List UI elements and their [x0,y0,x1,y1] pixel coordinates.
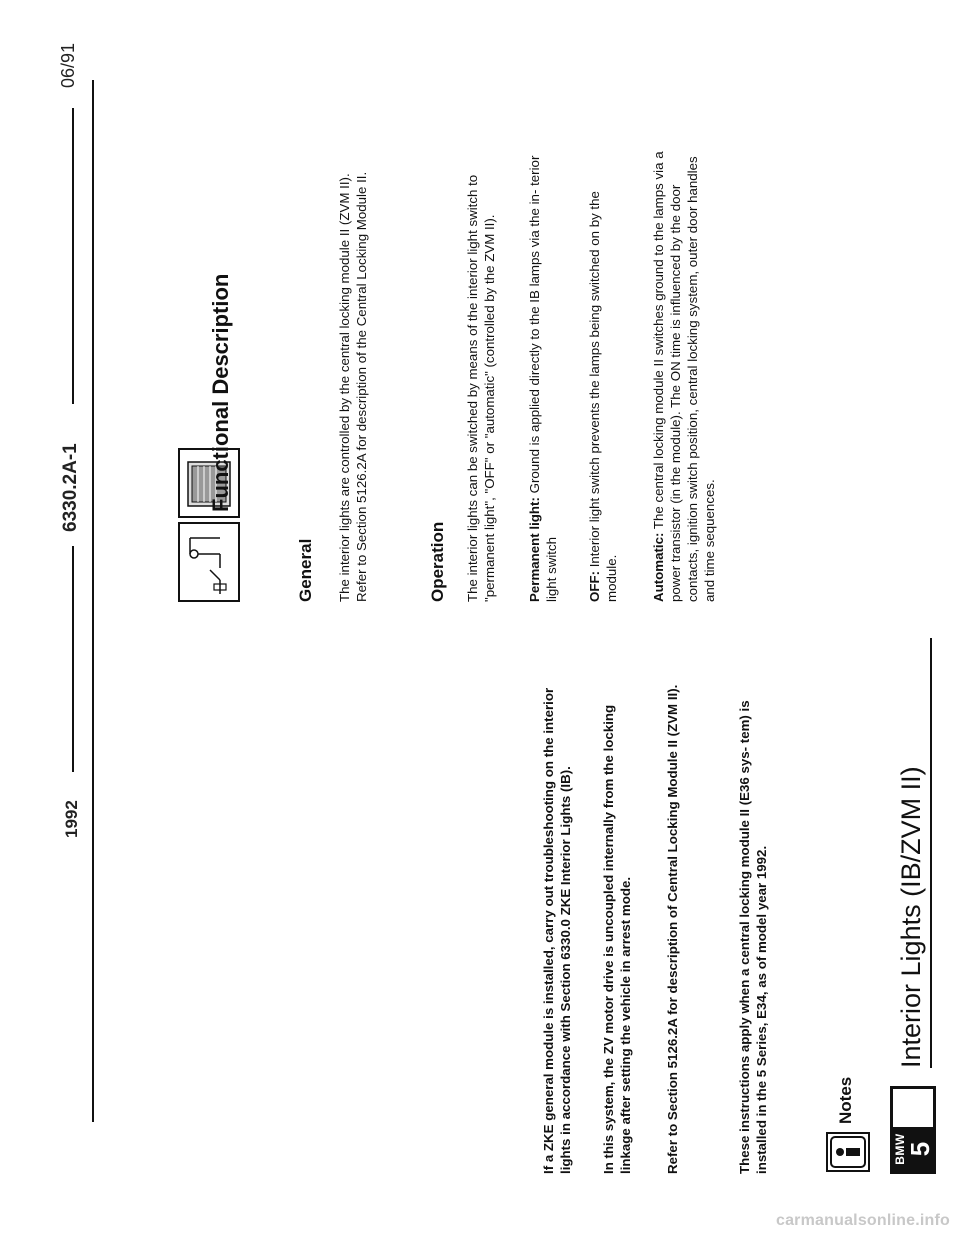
general-text: The interior lights are controlled by the central locking module II (ZVM II). Refer to Section 5126.2A for description of the Central Locking Module II. [337,171,369,602]
automatic-paragraph [650,142,718,602]
notes-heading: Notes [836,1076,855,1124]
bmw-5-badge [890,1086,936,1174]
watermark-footer: carmanualsonline.info [775,1212,950,1229]
circuit-diagram-icon [180,524,238,600]
off-paragraph [586,142,620,602]
badge-blank [893,1089,933,1127]
header-year: 1992 [62,800,81,838]
functional-description-heading: Functional Description [208,273,233,512]
off-text: Interior light switch prevents the lamps being switched on by the module. [587,191,619,602]
brand-text: BMW [893,1133,907,1165]
operation-text: The interior lights can be switched by means of the interior light switch to "permanent light", "OFF" or "automatic" (controlled by the ZVM II). [465,174,497,602]
series-number: 5 [905,1141,935,1157]
off-label: OFF: [587,570,602,602]
page-title: Interior Lights (IB/ZVM II) [896,766,926,1068]
header-date: 06/91 [58,42,78,88]
header-rule-1 [72,108,74,404]
bmw-logo-box [893,1127,933,1171]
permanent-light-label: Permanent light: [527,497,542,602]
permanent-light-text: Ground is applied directly to the IB lamps via the in- terior light switch [527,155,559,602]
general-heading: General [296,538,315,602]
info-icon-box [826,1132,870,1172]
notes-paragraph-3: In this system, the ZV motor drive is uncoupled internally from the locking linkage after setting the vehicle in arrest mode. [601,704,633,1174]
automatic-text: The central locking module II switches ground to the lamps via a power transistor (in the module). The ON time is influenced by the door contacts, ignition switch position, central locking system, outer door handles and time sequences. [651,151,717,602]
permanent-light-paragraph [526,142,560,602]
notes-paragraph-1: These instructions apply when a central locking module II (E36 sys- tem) is installed in the 5 Series, E34, as of model year 1992. [737,700,769,1174]
header-rule-2 [72,546,74,772]
automatic-label: Automatic: [651,532,666,602]
header-long-rule [92,80,94,1122]
title-underline [930,638,932,1068]
circuit-icon-box [178,522,240,602]
operation-heading: Operation [428,521,447,602]
header-section-number: 6330.2A-1 [60,443,81,532]
notes-paragraph-2: Refer to Section 5126.2A for description of Central Locking Module II (ZVM II). [665,684,680,1174]
info-icon [828,1134,868,1170]
notes-paragraph-4: If a ZKE general module is installed, carry out troubleshooting on the interior lights in accordance with Section 6330.0 ZKE Interior Lights (IB). [541,687,573,1174]
